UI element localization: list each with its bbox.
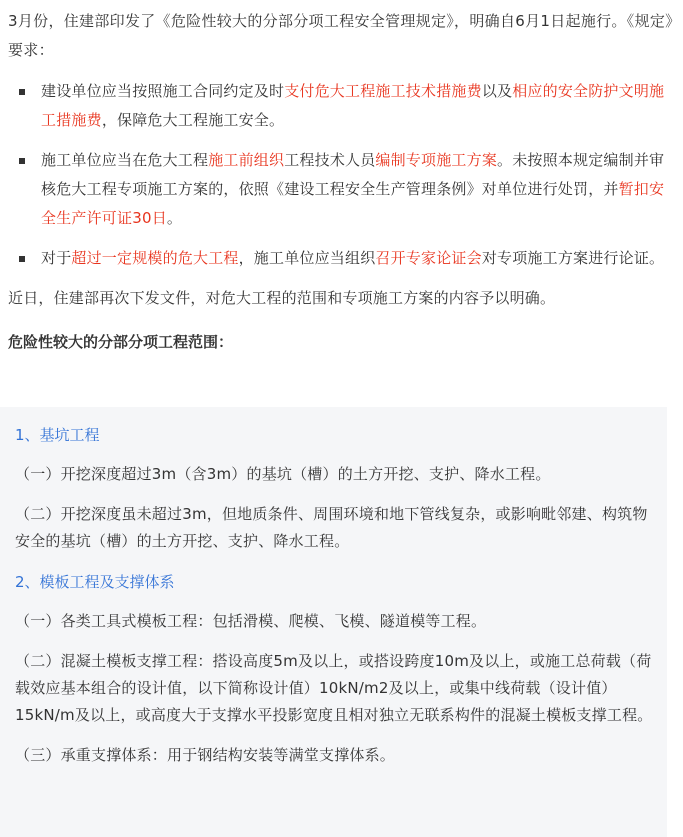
highlight-text: 施工前组织 <box>208 151 285 169</box>
scope-box <box>0 407 667 837</box>
plain-text: 以及 <box>481 82 513 100</box>
requirements-list <box>8 77 675 273</box>
highlight-text: 相应的安全防护文明施工措施费 <box>41 82 665 129</box>
scope-item: （二）混凝土模板支撑工程：搭设高度5m及以上，或搭设跨度10m及以上，或施工总荷载（荷载效应基本组合的设计值，以下简称设计值）10kN/m2及以上，或集中线荷载（设计值）15kN/m及以上，或高度大于支撑水平投影宽度且相对独立无联系构件的混凝土模板支撑工程。 <box>15 652 653 724</box>
list-item <box>8 146 675 233</box>
plain-text: 对专项施工方案进行论证。 <box>481 249 665 267</box>
followup-paragraph: 近日，住建部再次下发文件，对危大工程的范围和专项施工方案的内容予以明确。 <box>8 289 556 307</box>
highlight-text: 编制专项施工方案 <box>375 151 498 169</box>
category-title: 2、模板工程及支撑体系 <box>15 573 175 591</box>
highlight-text: 支付危大工程施工技术措施费 <box>284 82 482 100</box>
scope-item: （一）各类工具式模板工程：包括滑模、爬模、飞模、隧道模等工程。 <box>15 612 487 630</box>
plain-text: 。 <box>166 209 183 227</box>
highlight-text: 超过一定规模的危大工程 <box>71 249 239 267</box>
scope-item: （二）开挖深度虽未超过3m，但地质条件、周围环境和地下管线复杂，或影响毗邻建、构筑物安全的基坑（槽）的土方开挖、支护、降水工程。 <box>15 505 648 550</box>
list-item <box>8 244 675 273</box>
bullet-square-icon <box>19 158 25 164</box>
highlight-text: 暂扣安全生产许可证30日 <box>41 180 665 227</box>
plain-text: 对于 <box>41 249 72 267</box>
category-title: 1、基坑工程 <box>15 426 100 444</box>
scope-item: （一）开挖深度超过3m（含3m）的基坑（槽）的土方开挖、支护、降水工程。 <box>15 465 551 483</box>
list-item <box>8 77 675 135</box>
plain-text: ，保障危大工程施工安全。 <box>101 111 285 129</box>
plain-text: ，施工单位应当组织 <box>238 249 376 267</box>
intro-paragraph: 3月份，住建部印发了《危险性较大的分部分项工程安全管理规定》，明确自6月1日起施行。《规定》要求： <box>8 12 673 59</box>
scope-item: （三）承重支撑体系：用于钢结构安装等满堂支撑体系。 <box>15 746 396 764</box>
article-body <box>8 0 675 357</box>
bullet-square-icon <box>19 256 25 262</box>
plain-text: 。未按照本规定编制并审核危大工程专项施工方案的，依照《建设工程安全生产管理条例》对单位进行处罚，并 <box>41 151 665 198</box>
highlight-text: 召开专家论证会 <box>375 249 482 267</box>
plain-text: 建设单位应当按照施工合同约定及时 <box>41 82 285 100</box>
bullet-square-icon <box>19 89 25 95</box>
section-heading: 危险性较大的分部分项工程范围： <box>8 333 234 351</box>
plain-text: 工程技术人员 <box>284 151 376 169</box>
plain-text: 施工单位应当在危大工程 <box>41 151 209 169</box>
